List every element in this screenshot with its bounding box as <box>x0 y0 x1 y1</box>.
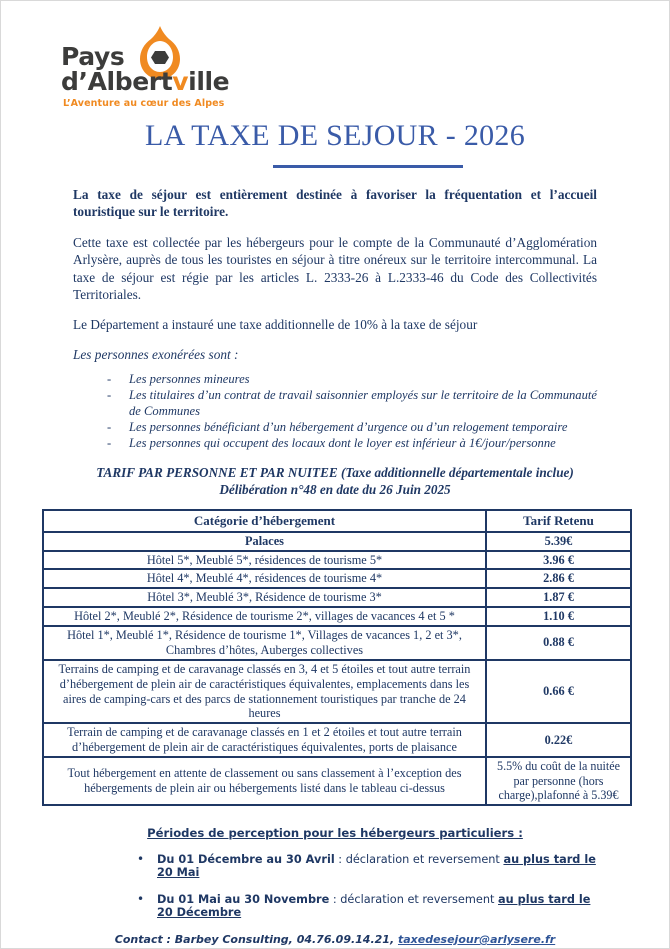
cell-category: Palaces <box>43 532 486 551</box>
cell-price: 1.10 € <box>486 607 631 626</box>
logo-wordmark <box>61 42 230 96</box>
cell-price: 2.86 € <box>486 569 631 588</box>
period-deadline: au plus tard le 20 Mai <box>157 852 596 879</box>
contact-email-link[interactable]: taxedesejour@arlysere.fr <box>397 932 556 946</box>
departement-paragraph: Le Département a instauré une taxe additionnelle de 10% à la taxe de séjour <box>73 317 478 333</box>
periods-section <box>73 826 597 919</box>
column-header-category: Catégorie d’hébergement <box>43 510 486 532</box>
cell-price: 3.96 € <box>486 551 631 570</box>
period-range: Du 01 Décembre au 30 Avril <box>157 852 335 866</box>
period-deadline: au plus tard le 20 Décembre <box>157 892 591 919</box>
exonerations-list <box>73 371 597 452</box>
tarif-heading-line-1: TARIF PAR PERSONNE ET PAR NUITEE (Taxe additionnelle départementale inclue) <box>96 465 574 481</box>
cell-price: 0.22€ <box>486 723 631 757</box>
period-range: Du 01 Mai au 30 Novembre <box>157 892 330 906</box>
cell-category: Terrains de camping et de caravanage classés en 3, 4 et 5 étoiles et tout autre terrain d’hébergement de plein air de caractéristiques équivalentes, emplacements dans les aires de camping-cars et des parcs de stationnement touristiques par tranche de 24 heures <box>43 660 486 724</box>
cell-category: Tout hébergement en attente de classement ou sans classement à l’exception des hébergements de plein air ou hébergements listé dans le tableau ci-dessus <box>43 757 486 805</box>
cell-category: Hôtel 3*, Meublé 3*, Résidence de tourisme 3* <box>43 588 486 607</box>
table-row <box>43 757 631 805</box>
cell-price: 5.39€ <box>486 532 631 551</box>
exonerations-heading: Les personnes exonérées sont : <box>73 346 239 362</box>
logo-line-2: d’Albertville <box>61 66 230 96</box>
list-item: - Les titulaires d’un contrat de travail saisonnier employés sur le territoire de la Communauté de Communes <box>103 387 597 419</box>
table-row <box>43 626 631 660</box>
table-row <box>43 569 631 588</box>
tarif-heading <box>73 465 597 499</box>
cell-category: Hôtel 2*, Meublé 2*, Résidence de tourisme 2*, villages de vacances 4 et 5 * <box>43 607 486 626</box>
cell-category: Hôtel 1*, Meublé 1*, Résidence de tourisme 1*, Villages de vacances 1, 2 et 3*, Chambres d’hôtes, Auberges collectives <box>43 626 486 660</box>
cell-price: 1.87 € <box>486 588 631 607</box>
cell-price: 5.5% du coût de la nuitée par personne (hors charge),plafonné à 5.39€ <box>486 757 631 805</box>
pays-dalbertville-logo <box>61 23 251 119</box>
logo-tagline: L’Aventure au cœur des Alpes <box>63 98 225 109</box>
period-mid: : déclaration et reversement <box>329 892 499 906</box>
logo-line-1: Pays <box>61 42 125 71</box>
contact-prefix: Contact : Barbey Consulting, 04.76.09.14.21, <box>114 932 398 946</box>
collection-paragraph: Cette taxe est collectée par les hébergeurs pour le compte de la Communauté d’Agglomération Arlysère, auprès de tous les touristes en séjour à titre onéreux sur le territoire intercommunal. La taxe de séjour est régie par les articles L. 2333-26 à L.2333-46 du Code des Collectivités Territoriales. <box>73 234 597 303</box>
table-row <box>43 607 631 626</box>
table-row <box>43 723 631 757</box>
lead-paragraph: La taxe de séjour est entièrement destinée à favoriser la fréquentation et l’accueil touristique sur le territoire. <box>73 187 597 220</box>
document-body <box>58 186 620 946</box>
periods-title: Périodes de perception pour les hébergeurs particuliers : <box>147 825 523 840</box>
list-item: - Les personnes mineures <box>103 371 597 387</box>
cell-category: Hôtel 5*, Meublé 5*, résidences de tourisme 5* <box>43 551 486 570</box>
column-header-price: Tarif Retenu <box>486 510 631 532</box>
period-mid: : déclaration et reversement <box>334 852 504 866</box>
title-underline-rule <box>273 165 463 168</box>
list-item <box>135 893 597 919</box>
list-item <box>135 853 597 879</box>
table-row <box>43 660 631 724</box>
cell-category: Hôtel 4*, Meublé 4*, résidences de tourisme 4* <box>43 569 486 588</box>
cell-category: Terrain de camping et de caravanage classés en 1 et 2 étoiles et tout autre terrain d’hébergement de plein air de caractéristiques équivalentes, ports de plaisance <box>43 723 486 757</box>
cell-price: 0.66 € <box>486 660 631 724</box>
table-row <box>43 532 631 551</box>
periods-list <box>73 853 597 919</box>
table-row <box>43 551 631 570</box>
page-title: LA TAXE DE SEJOUR - 2026 <box>144 119 526 152</box>
tarif-table <box>42 509 632 806</box>
cell-price: 0.88 € <box>486 626 631 660</box>
contact-line <box>73 933 597 946</box>
list-item: - Les personnes bénéficiant d’un hébergement d’urgence ou d’un relogement temporaire <box>103 419 597 435</box>
list-item: - Les personnes qui occupent des locaux dont le loyer est inférieur à 1€/jour/personne <box>103 435 597 451</box>
tarif-heading-line-2: Délibération n°48 en date du 26 Juin 2025 <box>219 482 451 498</box>
document-header <box>1 1 669 119</box>
table-header-row <box>43 510 631 532</box>
table-row <box>43 588 631 607</box>
